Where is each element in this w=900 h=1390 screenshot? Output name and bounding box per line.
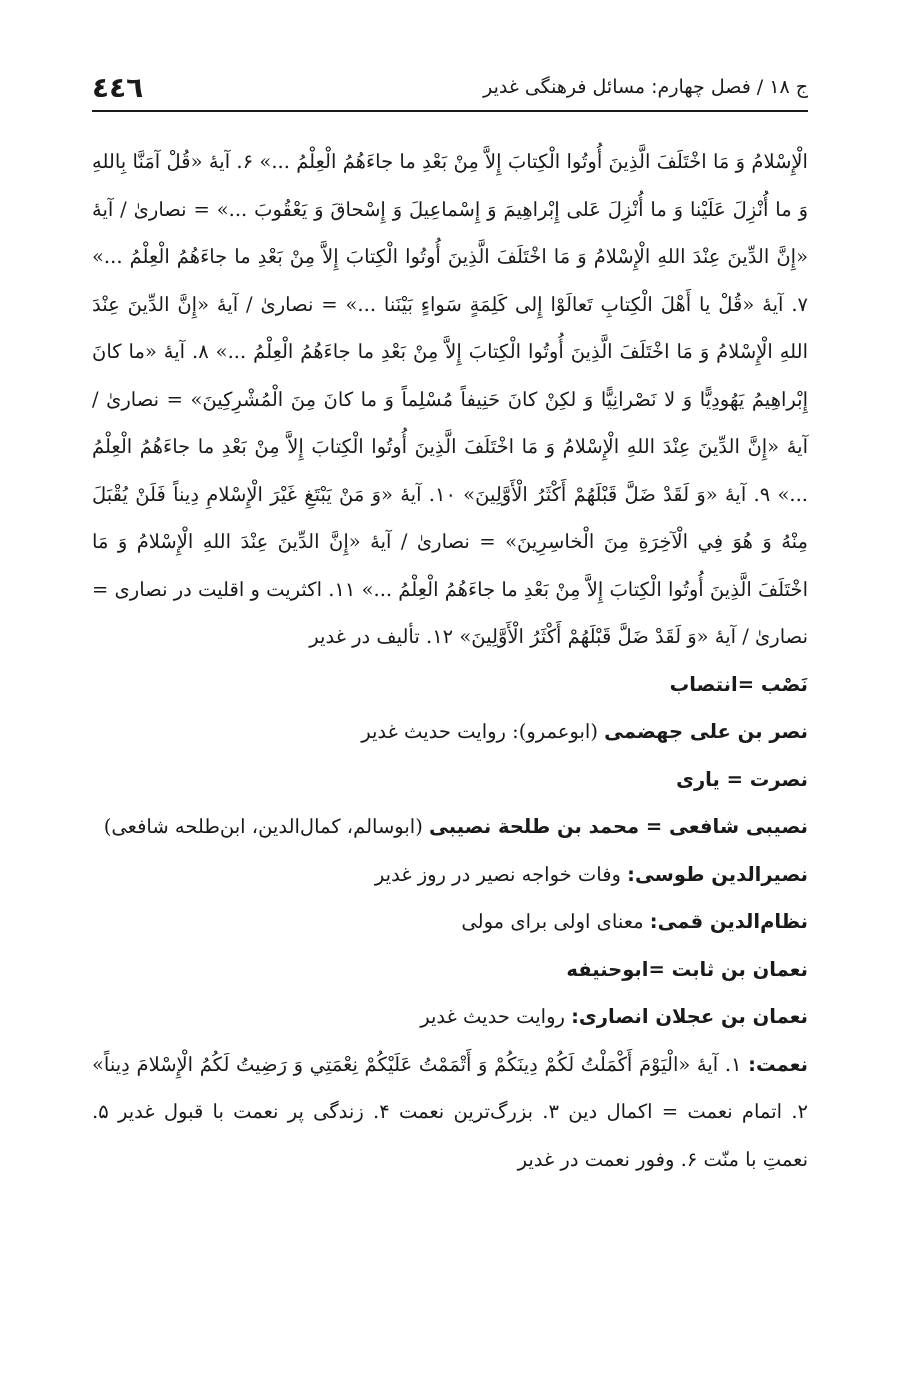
index-entry: [92, 851, 808, 899]
index-entry: [92, 1041, 808, 1184]
entry-headword: نصیرالدین طوسی:: [627, 862, 808, 886]
entry-text: ۱. آیهٔ «الْيَوْمَ أَكْمَلْتُ لَكُمْ دِينَكُمْ وَ أَتْمَمْتُ عَلَيْكُمْ نِعْمَتِي وَ رَضِيتُ لَكُمُ الْإِسْلامَ دِيناً» ۲. اتمام نعمت = اکمال دین ۳. بزرگ‌ترین نعمت ۴. زندگی پر نعمت با قبول غدیر ۵. نعمتِ با منّت ۶. وفور نعمت در غدیر: [92, 1052, 808, 1171]
running-title: ج ۱۸ / فصل چهارم: مسائل فرهنگی غدیر: [483, 76, 808, 98]
entry-headword: نعمان بن عجلان انصاری:: [571, 1005, 808, 1028]
entry-text: (ابوعمرو): روایت حدیث غدیر: [361, 720, 605, 743]
entry-headword: نظام‌الدین قمی:: [649, 910, 808, 933]
entry-text: وفات خواجه نصیر در روز غدیر: [374, 862, 628, 886]
index-entry: [92, 993, 808, 1041]
entry-headword: نعمت:: [748, 1052, 808, 1076]
entry-text: معنای اولی برای مولی: [461, 910, 650, 933]
page-header: [92, 64, 808, 112]
entry-headword: نصرت = یاری: [676, 767, 808, 791]
entry-headword: نَصْب =انتصاب: [669, 672, 808, 696]
entry-text: (ابوسالم، کمال‌الدین، ابن‌طلحه شافعی): [103, 815, 430, 838]
index-entry: [92, 708, 808, 756]
index-entry: [92, 898, 808, 946]
index-entry: [92, 661, 808, 709]
index-entry: [92, 946, 808, 994]
entry-headword: نصیبی شافعی = محمد بن طلحة نصیبی: [429, 815, 808, 838]
index-entry: [92, 756, 808, 804]
page-number: ٤٤٦: [92, 70, 144, 104]
entry-headword: نعمان بن ثابت =ابوحنیفه: [566, 957, 808, 981]
page-body: [92, 138, 808, 1183]
entry-text: روایت حدیث غدیر: [420, 1005, 572, 1028]
index-entry: [92, 803, 808, 851]
continuation-paragraph: الْإِسْلامُ وَ مَا اخْتَلَفَ الَّذِينَ أُوتُوا الْكِتابَ إِلاَّ مِنْ بَعْدِ ما جاءَهُمُ الْعِلْمُ ...» ۶. آیهٔ «قُلْ آمَنَّا بِاللهِ وَ ما أُنْزِلَ عَلَيْنا وَ ما أُنْزِلَ عَلى إِبْراهِيمَ وَ إِسْماعِيلَ وَ إِسْحاقَ وَ يَعْقُوبَ ...» = نصاریٰ / آیهٔ «إِنَّ الدِّينَ عِنْدَ اللهِ الْإِسْلامُ وَ مَا اخْتَلَفَ الَّذِينَ أُوتُوا الْكِتابَ إِلاَّ مِنْ بَعْدِ ما جاءَهُمُ الْعِلْمُ ...» ۷. آیهٔ «قُلْ يا أَهْلَ الْكِتابِ تَعالَوْا إِلى كَلِمَةٍ سَواءٍ بَيْنَنا ...» = نصاریٰ / آیهٔ «إِنَّ الدِّينَ عِنْدَ اللهِ الْإِسْلامُ وَ مَا اخْتَلَفَ الَّذِينَ أُوتُوا الْكِتابَ إِلاَّ مِنْ بَعْدِ ما جاءَهُمُ الْعِلْمُ ...» ۸. آیهٔ «ما كانَ إِبْراهِيمُ يَهُودِيًّا وَ لا نَصْرانِيًّا وَ لكِنْ كانَ حَنِيفاً مُسْلِماً وَ ما كانَ مِنَ الْمُشْرِكِينَ» = نصاریٰ / آیهٔ «إِنَّ الدِّينَ عِنْدَ اللهِ الْإِسْلامُ وَ مَا اخْتَلَفَ الَّذِينَ أُوتُوا الْكِتابَ إِلاَّ مِنْ بَعْدِ ما جاءَهُمُ الْعِلْمُ ...» ۹. آیهٔ «وَ لَقَدْ ضَلَّ قَبْلَهُمْ أَكْثَرُ الْأَوَّلِينَ» ۱۰. آیهٔ «وَ مَنْ يَبْتَغِ غَيْرَ الْإِسْلامِ دِيناً فَلَنْ يُقْبَلَ مِنْهُ وَ هُوَ فِي الْآخِرَةِ مِنَ الْخاسِرِينَ» = نصاریٰ / آیهٔ «إِنَّ الدِّينَ عِنْدَ اللهِ الْإِسْلامُ وَ مَا اخْتَلَفَ الَّذِينَ أُوتُوا الْكِتابَ إِلاَّ مِنْ بَعْدِ ما جاءَهُمُ الْعِلْمُ ...» ۱۱. اکثریت و اقلیت در نصاری = نصاریٰ / آیهٔ «وَ لَقَدْ ضَلَّ قَبْلَهُمْ أَكْثَرُ الْأَوَّلِينَ» ۱۲. تألیف در غدیر: [92, 150, 809, 648]
entry-headword: نصر بن علی جهضمی: [604, 720, 808, 743]
